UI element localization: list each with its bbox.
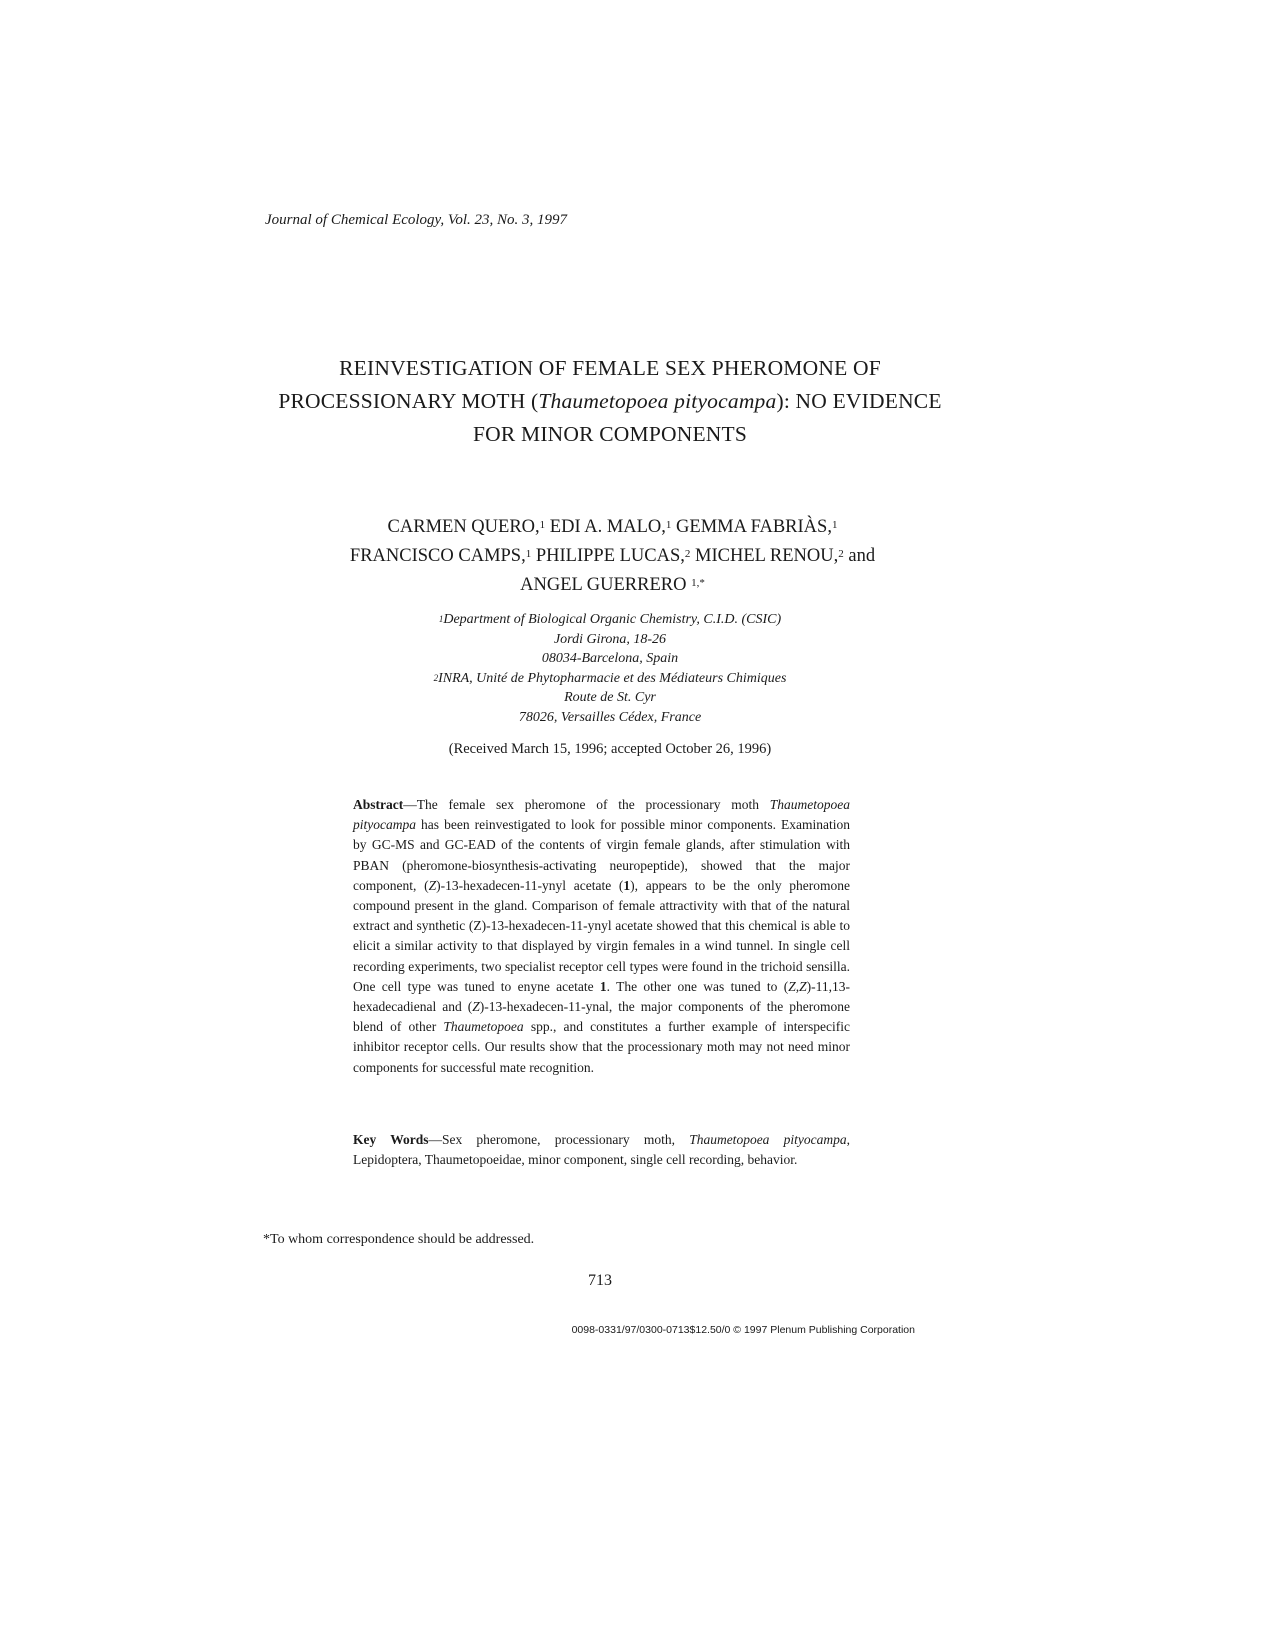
title-part-1: REINVESTIGATION OF FEMALE SEX PHEROMONE OF PROCESSIONARY MOTH ( [278, 356, 881, 413]
author: EDI A. MALO,$^1$ [549, 517, 672, 537]
title-species: Thaumetopoea pityocampa [538, 389, 777, 413]
paper-title [270, 352, 950, 451]
correspondence-footnote: *To whom correspondence should be addressed. [263, 1232, 535, 1247]
author: GEMMA FABRIÀS,$^1$ [676, 517, 838, 537]
author-list [260, 513, 965, 600]
page-number: 713 [588, 1272, 612, 1289]
affiliation-1: $^1$Department of Biological Organic Chemistry, C.I.D. (CSIC) [438, 612, 782, 627]
affiliation-1-street: Jordi Girona, 18-26 [553, 631, 667, 647]
author: ANGEL GUERRERO $^{1,*}$ [520, 575, 705, 595]
abstract: Abstract—The female sex pheromone of the processionary moth Thaumetopoea pityocampa has been reinvestigated to look for possible minor components. Examination by GC-MS and GC-EAD of the contents of virgin female glands, after stimulation with PBAN (pheromone-biosynthesis-activating neuropeptide), showed that the major component, (Z)-13-hexadecen-11-ynyl acetate (1), appears to be the only pheromone compound present in the gland. Comparison of female attractivity with that of the natural extract and synthetic (Z)-13-hexadecen-11-ynyl acetate showed that this chemical is able to elicit a similar activity to that displayed by virgin females in a wind tunnel. In single cell recording experiments, two specialist receptor cell types were found in the trichoid sensilla. One cell type was tuned to enyne acetate 1. The other one was tuned to (Z,Z)-11,13- hexadecadienal and (Z)-13-hexadecen-11-ynal, the major components of the pheromone blend of other Thaumetopoea spp., and constitutes a further example of interspecific inhibitor receptor cells. Our results show that the processionary moth may not need minor components for successful mate recognition. [353, 797, 851, 1075]
journal-citation: Journal of Chemical Ecology, Vol. 23, No. 3, 1997 [265, 212, 568, 228]
author: MICHEL RENOU,$^2$ [695, 546, 844, 566]
author: CARMEN QUERO,$^1$ [387, 517, 546, 537]
copyright-line: 0098-0331/97/0300-0713$12.50/0 © 1997 Plenum Publishing Corporation [571, 1324, 915, 1336]
key-words: Key Words—Sex pheromone, processionary moth, Thaumetopoea pityocampa, Lepidoptera, Thaumetopoeidae, minor component, single cell recording, behavior. [353, 1132, 850, 1168]
key-words-label: Key Words [353, 1132, 429, 1147]
received-dates: (Received March 15, 1996; accepted October 26, 1996) [448, 741, 772, 757]
authors-conjunction: and [848, 546, 876, 566]
affiliations [380, 610, 840, 727]
author: PHILIPPE LUCAS,$^2$ [535, 546, 691, 566]
affiliation-2: $^2$INRA, Unité de Phytopharmacie et des Médiateurs Chimiques [433, 670, 787, 686]
affiliation-2-street: Route de St. Cyr [564, 690, 656, 705]
affiliation-2-city: 78026, Versailles Cédex, France [518, 709, 702, 725]
affiliation-1-city: 08034-Barcelona, Spain [541, 651, 679, 666]
title-part-2: ): NO EVIDENCE FOR MINOR COMPONENTS [473, 389, 942, 446]
abstract-label: Abstract [353, 797, 404, 812]
author: FRANCISCO CAMPS,$^1$ [349, 546, 532, 566]
